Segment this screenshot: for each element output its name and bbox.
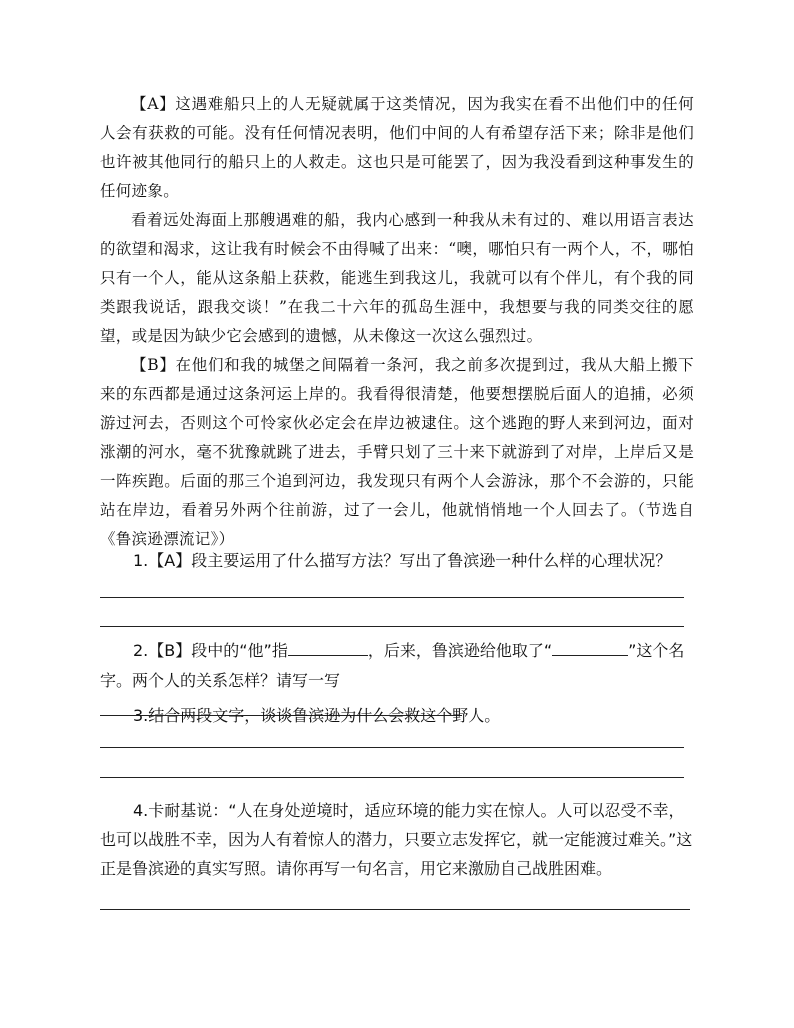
reading-passage — [100, 90, 694, 554]
question-4: 4.卡耐基说：“人在身处逆境时，适应环境的能力实在惊人。人可以忍受不幸，也可以战胜不幸，因为人有着惊人的潜力，只要立志发挥它，就一定能渡过难关。”这正是鲁滨逊的真实写照。请你再写一句名言，用它来激励自己战胜困难。 — [100, 801, 693, 878]
passage-paragraph-b: 【B】在他们和我的城堡之间隔着一条河，我之前多次提到过，我从大船上搬下来的东西都是通过这条河运上岸的。我看得很清楚，他要想摆脱后面人的追捕，必须游过河去，否则这个可怜家伙必定会在岸边被逮住。这个逃跑的野人来到河边，面对涨潮的河水，毫不犹豫就跳了进去，手臂只划了三十来下就游到了对岸，上岸后又是一阵疾跑。后面的那三个追到河边，我发现只有两个人会游泳，那个不会游的，只能站在岸边，看着另外两个往前游，过了一会儿，他就悄悄地一个人回去了。（节选自《鲁滨逊漂流记》） — [100, 356, 694, 548]
passage-paragraph-2: 看着远处海面上那艘遇难的船，我内心感到一种我从未有过的、难以用语言表达的欲望和渴求，这让我有时候会不由得喊了出来：“噢，哪怕只有一两个人，不，哪怕只有一个人，能从这条船上获救，能逃生到我这儿，我就可以有个伴儿，有个我的同类跟我说话，跟我交谈！”在我二十六年的孤岛生涯中，我想要与我的同类交往的愿望，或是因为缺少它会感到的遗憾，从未像这一次这么强烈过。 — [100, 211, 694, 345]
question-2-text-3: ”这个名 — [628, 641, 685, 660]
question-2-text-4: 字。两个人的关系怎样？请写一写 — [100, 671, 341, 690]
blank-name[interactable] — [552, 637, 628, 656]
answer-line-1b[interactable] — [100, 626, 684, 627]
question-3: 3.结合两段文字，谈谈鲁滨逊为什么会救这个野人。 — [133, 706, 501, 725]
answer-line-3b[interactable] — [100, 777, 684, 778]
question-1: 1.【A】段主要运用了什么描写方法？写出了鲁滨逊一种什么样的心理状况？ — [133, 551, 672, 570]
blank-who[interactable] — [288, 637, 368, 656]
question-2-text-1: 2.【B】段中的“他”指 — [133, 641, 288, 660]
answer-line-3a[interactable] — [100, 747, 684, 748]
question-2-text-2: ，后来，鲁滨逊给他取了“ — [367, 641, 553, 660]
answer-line-1a[interactable] — [100, 597, 684, 598]
answer-line-4[interactable] — [100, 909, 690, 910]
passage-paragraph-a: 【A】这遇难船只上的人无疑就属于这类情况，因为我实在看不出他们中的任何人会有获救的可能。没有任何情况表明，他们中间的人有希望存活下来；除非是他们也许被其他同行的船只上的人救走。这也只是可能罢了，因为我没看到这种事发生的任何迹象。 — [100, 95, 694, 200]
